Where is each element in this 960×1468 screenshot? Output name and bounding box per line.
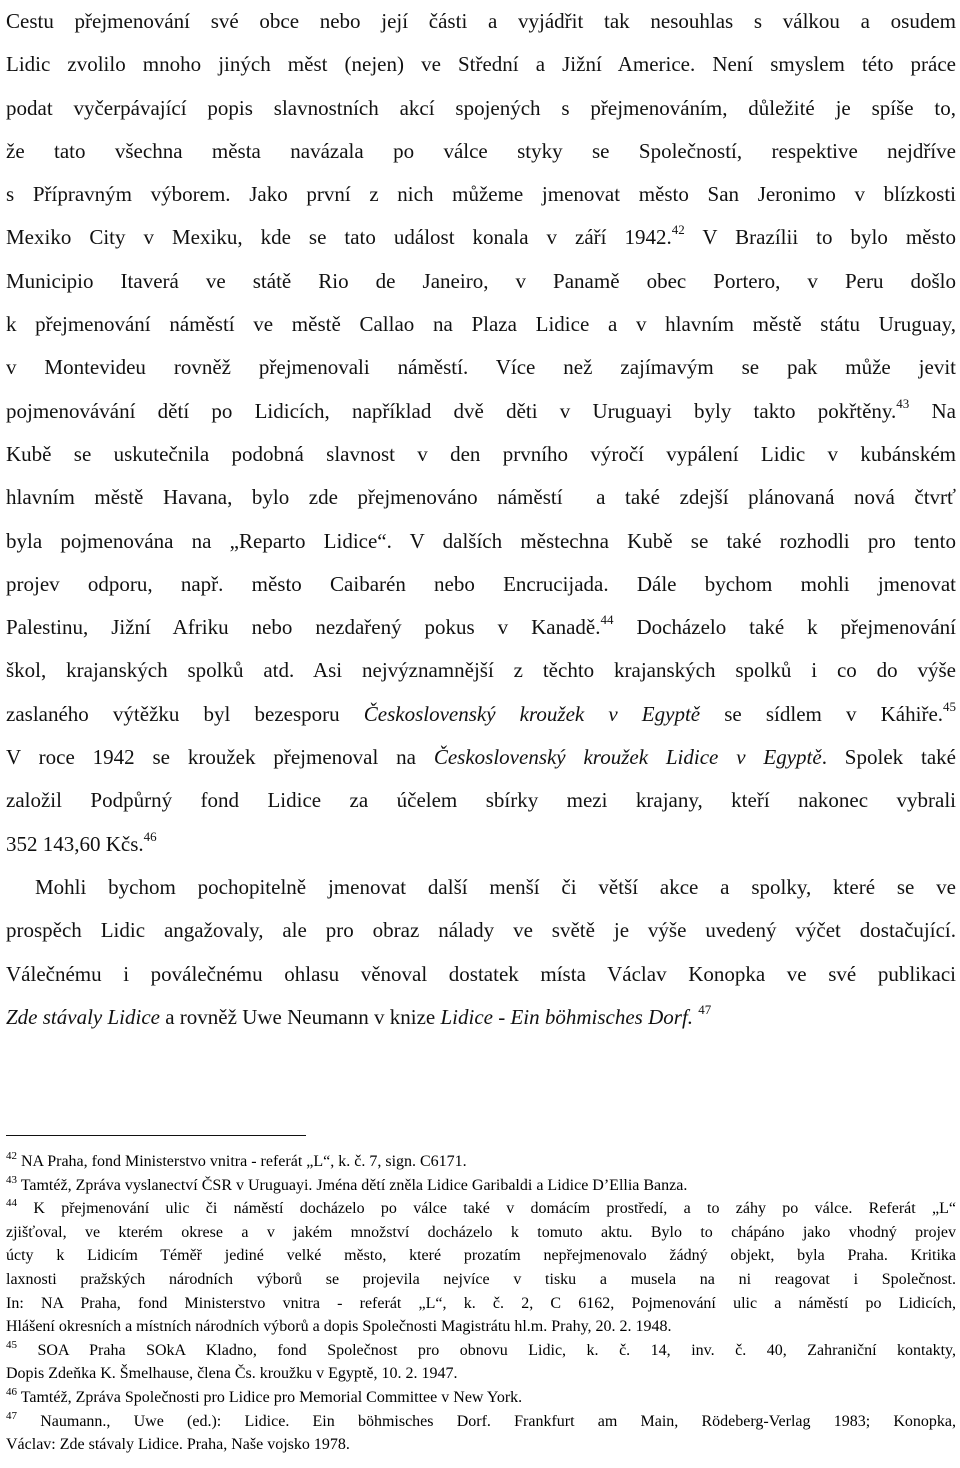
text-line (6, 606, 956, 649)
text-line (6, 823, 956, 866)
text-segment: Docházelo také k přejmenování (636, 615, 957, 640)
footnote-text: Tamtéž, Zpráva vyslanectví ČSR v Uruguayi. Jména dětí zněla Lidice Garibaldi a Lidice D’Ellia Banza. (20, 1176, 688, 1194)
text-line: založil Podpůrný fond Lidice za účelem sbírky mezi krajany, kteří nakonec vybrali (6, 788, 956, 813)
text-line: byla pojmenována na „Reparto Lidice“. V dalších městechna Kubě se také rozhodli pro tento (6, 528, 956, 553)
footnote (6, 1197, 956, 1339)
text-segment: Na (931, 398, 957, 423)
document-page (6, 0, 956, 1039)
text-segment: 352 143,60 Kčs. (6, 831, 144, 856)
text-line: Kubě se uskutečnila podobná slavnost v den prvního výročí vypálení Lidic v kubánském (6, 441, 956, 466)
footnote-line: laxnosti pražských národních výborů se projevila nejvíce v tisku a musela na ni reagovat i Společnost. (6, 1270, 956, 1288)
italic-title: Lidice - Ein böhmisches Dorf. (440, 1004, 694, 1029)
text-segment: . Spolek také (821, 745, 956, 770)
footnote (6, 1150, 956, 1174)
footnote-text: Naumann., Uwe (ed.): Lidice. Ein böhmisches Dorf. Frankfurt am Main, Rödeberg-Verlag 1983; Konopka, (40, 1412, 957, 1430)
footnote-ref: 42 (671, 222, 685, 238)
footnote-number: 45 (6, 1338, 17, 1351)
paragraph-2 (6, 866, 956, 1039)
text-line (6, 390, 956, 433)
text-line: Mohli bychom pochopitelně jmenovat další menší či větší akce a spolky, které se ve (35, 874, 956, 899)
footnote-line (6, 1197, 956, 1221)
italic-title: Československý kroužek v Egyptě (363, 701, 701, 726)
text-segment: hlavním městě Havana, bylo zde přejmenováno náměstí (6, 485, 563, 510)
text-segment: se sídlem v Káhiře. (724, 701, 944, 726)
footnote-line (6, 1339, 956, 1363)
text-segment: V Brazílii to bylo město (702, 225, 956, 250)
footnote-line: Hlášení okresních a místních národních výborů a dopis Společnosti Magistrátu hl.m. Prahy, 20. 2. 1948. (6, 1318, 672, 1336)
footnote-ref: 45 (943, 698, 957, 714)
text-line: k přejmenování náměstí ve městě Callao na Plaza Lidice a v hlavním městě státu Uruguay, (6, 312, 956, 337)
footnote (6, 1174, 956, 1198)
text-line (6, 216, 956, 259)
footnote-line: Dopis Zdeňka K. Šmelhause, člena Čs. kroužku v Egyptě, 10. 2. 1947. (6, 1365, 458, 1383)
text-line: Lidic zvolilo mnoho jiných měst (nejen) ve Střední a Jižní Americe. Není smyslem této práce (6, 52, 956, 77)
paragraph-1 (6, 0, 956, 866)
italic-title: Zde stávaly Lidice (6, 1004, 160, 1029)
text-line (6, 996, 956, 1039)
text-line: v Montevideu rovněž přejmenovali náměstí. Více než zajímavým se pak může jevit (6, 355, 956, 380)
footnote-number: 42 (6, 1150, 17, 1162)
footnote-number: 46 (6, 1385, 17, 1398)
footnote-line: Václav: Zde stávaly Lidice. Praha, Naše vojsko 1978. (6, 1436, 350, 1454)
footnote (6, 1386, 956, 1410)
footnote-line (6, 1410, 956, 1434)
text-line: podat vyčerpávající popis slavnostních akcí spojených s přejmenováním, důležité je spíše to, (6, 95, 956, 120)
text-line: prospěch Lidic angažovaly, ale pro obraz nálady ve světě je výše uvedený výčet dostačující. (6, 918, 956, 943)
footnote-line (6, 1174, 956, 1198)
text-segment: V roce 1942 se kroužek přejmenoval na (6, 745, 416, 770)
footnote-ref: 46 (143, 828, 157, 844)
footnote-ref: 47 (698, 1001, 712, 1017)
footnotes (6, 1150, 956, 1457)
footnote-text: Tamtéž, Zpráva Společnosti pro Lidice pro Memorial Committee v New York. (20, 1388, 523, 1406)
footnote-number: 43 (6, 1173, 17, 1186)
footnote-line: zjišťoval, ve kterém okrese a v jakém množství docházelo k tomuto aktu. Bylo to chápáno jako vhodný projev (6, 1223, 956, 1241)
text-segment: pojmenovávání dětí po Lidicích, například dvě děti v Uruguayi byly takto pokřtěny. (6, 398, 897, 423)
main-text (6, 0, 956, 1039)
text-line (6, 736, 956, 779)
text-line: Municipio Itaverá ve státě Rio de Janeiro, v Panamě obec Portero, v Peru došlo (6, 268, 956, 293)
footnote-text: SOA Praha SOkA Kladno, fond Společnost pro obnovu Lidic, k. č. 14, inv. č. 40, Zahraniční kontakty, (37, 1341, 957, 1359)
text-segment: a rovněž Uwe Neumann v knize (159, 1004, 441, 1029)
footnote-ref: 43 (896, 395, 910, 411)
footnote (6, 1339, 956, 1386)
text-line: škol, krajanských spolků atd. Asi nejvýznamnější z těchto krajanských spolků i co do výše (6, 658, 956, 683)
text-line (6, 476, 956, 519)
footnote-text: NA Praha, fond Ministerstvo vnitra - referát „L“, k. č. 7, sign. C6171. (21, 1153, 467, 1170)
footnote-line (6, 1150, 956, 1174)
footnote-ref: 44 (600, 612, 614, 628)
footnote-number: 47 (6, 1409, 17, 1422)
footnote (6, 1410, 956, 1457)
text-line: Cestu přejmenování své obce nebo její části a vyjádřit tak nesouhlas s válkou a osudem (6, 9, 956, 33)
footnote-separator (6, 1135, 306, 1136)
text-segment: a také zdejší plánovaná nová čtvrť (596, 485, 957, 510)
footnote-number: 44 (6, 1197, 17, 1210)
footnote-line: In: NA Praha, fond Ministerstvo vnitra - referát „L“, k. č. 2, C 6162, Pojmenování ulic a náměstí po Lidicích, (6, 1294, 956, 1312)
text-segment: Palestinu, Jižní Afriku nebo nezdařený pokus v Kanadě. (6, 615, 601, 640)
text-segment: Mexiko City v Mexiku, kde se tato událost konala v září 1942. (6, 225, 672, 250)
text-segment: zaslaného výtěžku byl bezesporu (6, 701, 340, 726)
footnote-line: úcty k Lidicím Téměř jediné velké město, které prozatím nepřejmenovalo žádný objekt, byla Praha. Kritika (6, 1247, 956, 1265)
text-line: projev odporu, např. město Caibarén nebo Encrucijada. Dále bychom mohli jmenovat (6, 571, 956, 596)
text-line: Válečnému i poválečnému ohlasu věnoval dostatek místa Václav Konopka ve své publikaci (6, 961, 956, 986)
footnote-text: K přejmenování ulic či náměstí docházelo po válce také v domácím prostředí, a to záhy po válce. Referát „L“ (33, 1200, 957, 1218)
text-line: s Přípravným výborem. Jako první z nich můžeme jmenovat město San Jeronimo v blízkosti (6, 182, 956, 207)
footnote-line (6, 1386, 956, 1410)
italic-title: Československý kroužek Lidice v Egyptě (433, 745, 822, 770)
text-line: že tato všechna města navázala po válce styky se Společností, respektive nejdříve (6, 138, 956, 163)
text-line (6, 693, 956, 736)
